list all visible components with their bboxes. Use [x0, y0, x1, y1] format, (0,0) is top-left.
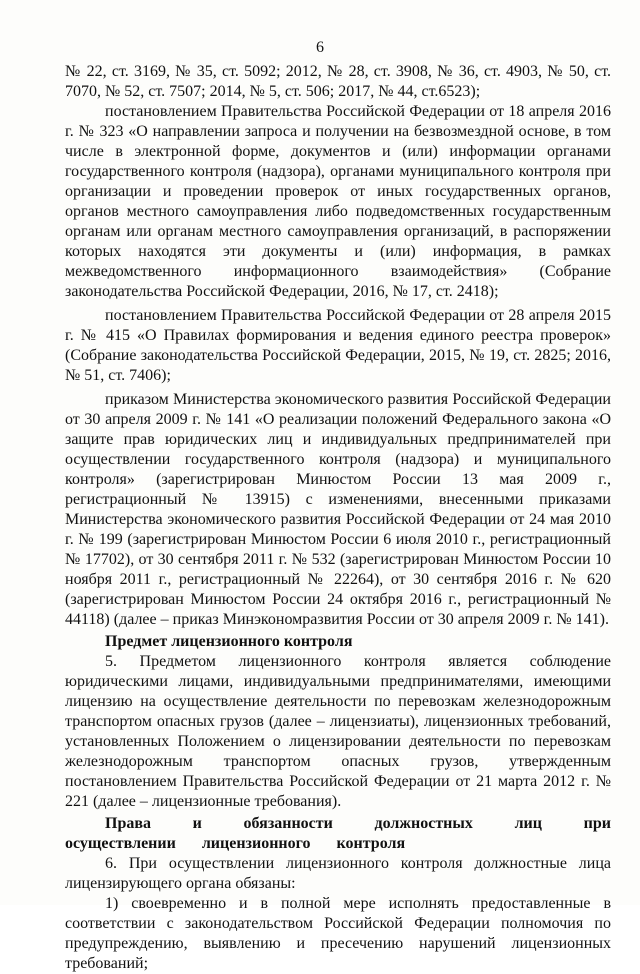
document-body [65, 62, 611, 974]
paragraph-subitem-1: 1) своевременно и в полной мере исполнять предоставленные в соответствии с законодательством Российской Федерации полномочия по предупреждению, выявлению и пресечению нарушений лицензионных требований; [65, 895, 611, 972]
paragraph-resolution-415: постановлением Правительства Российской Федерации от 28 апреля 2015 г. № 415 «О Правилах формирования и ведения единого реестра проверок» (Собрание законодательства Российской Федерации, 2015, № 19, ст. 2825; 2016, № 51, ст. 7406); [65, 307, 611, 384]
paragraph-order-141: приказом Министерства экономического развития Российской Федерации от 30 апреля 2009 г. № 141 «О реализации положений Федерального закона «О защите прав юридических лиц и индивидуальных предпринимателей при осуществлении государственного контроля (надзора) и муниципального контроля» (зарегистрирован Минюстом России 13 мая 2009 г., регистрационный № 13915) с изменениями, внесенными приказами Министерства экономического развития Российской Федерации от 24 мая 2010 г. № 199 (зарегистрирован Минюстом России 6 июля 2010 г., регистрационный № 17702), от 30 сентября 2011 г. № 532 (зарегистрирован Минюстом России 10 ноября 2011 г., регистрационный № 22264), от 30 сентября 2016 г. № 620 (зарегистрирован Минюстом России 24 октября 2016 г., регистрационный № 44118) (далее – приказ Минэкономразвития России от 30 апреля 2009 г. № 141). [65, 391, 611, 628]
paragraph-item-6: 6. При осуществлении лицензионного контроля должностные лица лицензирующего органа обязаны: [65, 855, 611, 892]
paragraph-resolution-323: постановлением Правительства Российской Федерации от 18 апреля 2016 г. № 323 «О направлении запроса и получении на безвозмездной основе, в том числе в электронной форме, документов и (или) информации органами государственного контроля (надзора), органами муниципального контроля при организации и проведении проверок от иных государственных органов, органов местного самоуправления либо подведомственных государственным органам или органам местного самоуправления организаций, в распоряжении которых находятся эти документы и (или) информация, в рамках межведомственного информационного взаимодействия» (Собрание законодательства Российской Федерации, 2016, № 17, ст. 2418); [65, 103, 611, 300]
section-heading-rights: Права и обязанности должностных лиц при осуществлении лицензионного контроля [65, 815, 611, 852]
paragraph-item-5: 5. Предметом лицензионного контроля является соблюдение юридическими лицами, индивидуальными предпринимателями, имеющими лицензию на осуществление деятельности по перевозкам железнодорожным транспортом опасных грузов (далее – лицензиаты), лицензионных требований, установленных Положением о лицензировании деятельности по перевозкам железнодорожным транспортом опасных грузов, утвержденным постановлением Правительства Российской Федерации от 21 марта 2012 г. № 221 (далее – лицензионные требования). [65, 653, 611, 810]
section-heading-subject: Предмет лицензионного контроля [105, 633, 353, 650]
page-number: 6 [316, 39, 324, 56]
paragraph-citation-continuation: № 22, ст. 3169, № 35, ст. 5092; 2012, № 28, ст. 3908, № 36, ст. 4903, № 50, ст. 7070, № 52, ст. 7507; 2014, № 5, ст. 506; 2017, № 44, ст.6523); [65, 63, 611, 100]
